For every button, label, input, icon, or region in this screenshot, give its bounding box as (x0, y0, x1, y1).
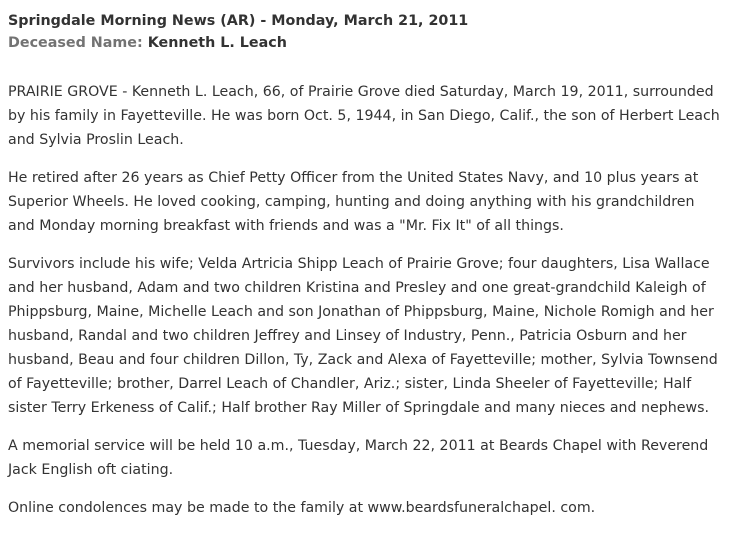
obituary-paragraph-service: A memorial service will be held 10 a.m., Tuesday, March 22, 2011 at Beards Chapel with Reverend Jack English oft ciating. (8, 438, 709, 478)
obituary-paragraph-survivors: Survivors include his wife; Velda Artricia Shipp Leach of Prairie Grove; four daughters, Lisa Wallace and her husband, Adam and two children Kristina and Presley and one great-grandchild Kaleigh of Phippsburg, Maine, Michelle Leach and son Jonathan of Phippsburg, Maine, Nichole Romigh and her husband, Randal and two children Jeffrey and Linsey of Industry, Penn., Patricia Osburn and her husband, Beau and four children Dillon, Ty, Zack and Alexa of Fayetteville; mother, Sylvia Townsend of Fayetteville; brother, Darrel Leach of Chandler, Ariz.; sister, Linda Sheeler of Fayetteville; Half sister Terry Erkeness of Calif.; Half brother Ray Miller of Springdale and many nieces and nephews. (8, 256, 718, 416)
obituary-paragraph-career: He retired after 26 years as Chief Petty Officer from the United States Navy, and 10 plus years at Superior Wheels. He loved cooking, camping, hunting and doing anything with his grandchildren and Monday morning breakfast with friends and was a "Mr. Fix It" of all things. (8, 170, 699, 234)
obituary-paragraph-condolences: Online condolences may be made to the family at www.beardsfuneralchapel. com. (8, 500, 596, 516)
obituary-paragraph-intro: PRAIRIE GROVE - Kenneth L. Leach, 66, of Prairie Grove died Saturday, March 19, 2011, surrounded by his family in Fayetteville. He was born Oct. 5, 1944, in San Diego, Calif., the son of Herbert Leach and Sylvia Proslin Leach. (8, 84, 720, 148)
deceased-name-label: Deceased Name: (8, 35, 143, 51)
deceased-name-line (8, 32, 722, 54)
publication-title: Springdale Morning News (AR) - Monday, March 21, 2011 (8, 13, 469, 29)
deceased-name-value: Kenneth L. Leach (147, 35, 287, 51)
